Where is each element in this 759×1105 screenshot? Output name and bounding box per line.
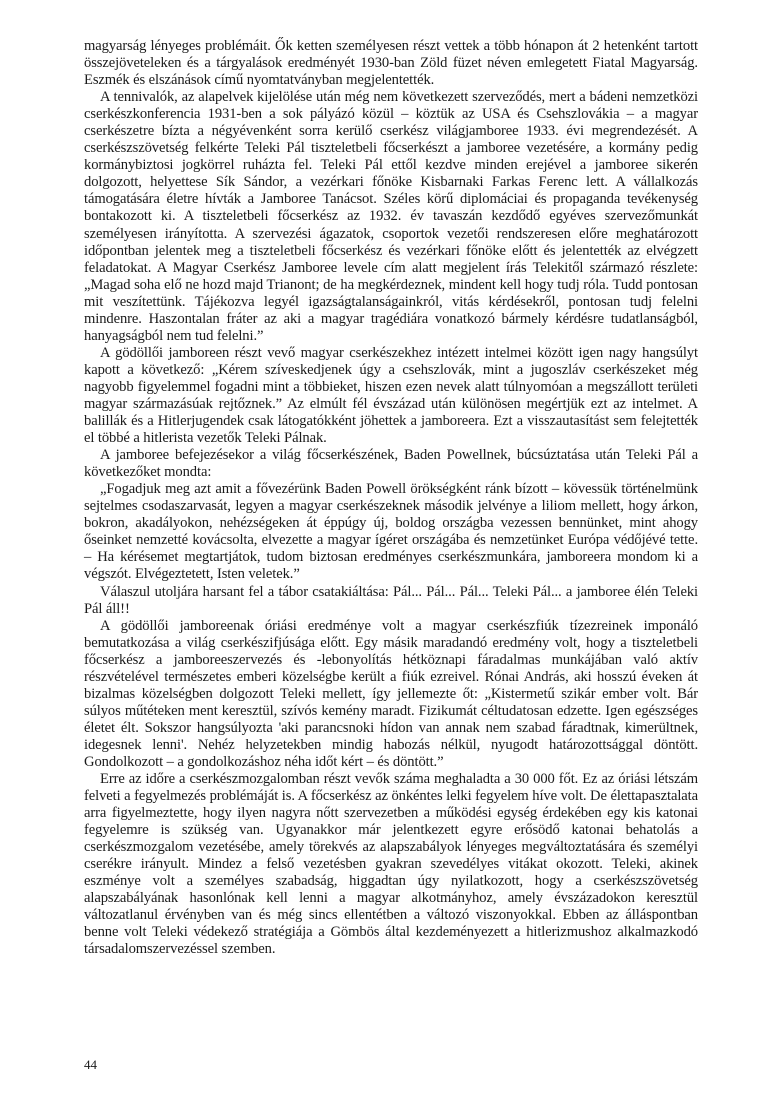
paragraph-3: A gödöllői jamboreen részt vevő magyar cserkészekhez intézett intelmei között igen nagy hangsúlyt kapott a következő: „Kérem szíveskedjenek úgy a csehszlovák, mint a jugoszláv cserkészeket még nagyobb figyelemmel fogadni mint a többieket, hiszen ezen nevek alatt túlnyomóan a megszállott területi magyar származásúak rejtőznek.” Az elmúlt fél évszázad után különösen megértjük ezt az intelmet. A balillák és a Hitlerjugendek csak látogatókként jöhettek a jamboreera. Ezt a visszautasítást sem felejtették el többé a hitlerista vezetők Teleki Pálnak. <box>84 344 698 447</box>
paragraph-7: A gödöllői jamboreenak óriási eredménye volt a magyar cserkészfiúk tízezreinek imponáló bemutatkozása a világ cserkészifjúsága előtt. Egy másik maradandó eredmény volt, hogy a tiszteletbeli főcserkész a jamboreeszervezés és -lebonyolítás hétköznapi fáradalmas munkájában való aktív részvételével természetes emberi közelségbe került a fiúk ezreivel. Rónai András, aki hosszú éveken át bizalmas közelségben dolgozott Teleki mellett, így jellemezte őt: „Kistermetű szikár ember volt. Bár súlyos műtéteken ment keresztül, szívós kemény maradt. Fizikumát céltudatosan edzette. Igen egészséges életet élt. Sokszor hangsúlyozta 'aki parancsnoki hídon van annak nem szabad fáradtnak, kimerültnek, idegesnek lenni'. Nehéz helyzetekben mindig habozás nélkül, nyugodt határozottsággal döntött. Gondolkozott – a gondolkozáshoz néha időt kért – és döntött.” <box>84 617 698 770</box>
paragraph-6: Válaszul utoljára harsant fel a tábor csatakiáltása: Pál... Pál... Pál... Teleki Pál... a jamboree élén Teleki Pál áll!! <box>84 583 698 617</box>
paragraph-8: Erre az időre a cserkészmozgalomban részt vevők száma meghaladta a 30 000 főt. Ez az óriási létszám felveti a fegyelmezés problémáját is. A főcserkész az önkéntes lelki fegyelem híve volt. De élettapasztalata arra figyelmeztette, hogy ilyen nagyra nőtt szervezetben a működési egység érdekében egy kis katonai fegyelemre is szükség van. Ugyanakkor már jelentkezett egyre erősödő katonai behatolás a cserkészmozgalom vezetésébe, amely törekvés az alapszabályok lényeges megváltoztatására és személyi cserékre irányult. Mindez a felső vezetésben gyakran szevedélyes vitákat okozott. Teleki, akinek eszménye volt a személyes szabadság, higgadtan úgy nyilatkozott, hogy a cserkészszövetség alapszabályának hasonlónak kell lenni a magyar alkotmányhoz, amely évszázadokon keresztül változatlanul érvényben van és még sincs ellentétben a változó viszonyokkal. Ebben az álláspontban benne volt Teleki védekező stratégiája a Gömbös által kezdeményezett a hitlerizmushoz alkalmazkodó társadalomszervezéssel szemben. <box>84 771 698 958</box>
paragraph-5-quote: „Fogadjuk meg azt amit a fővezérünk Baden Powell örökségként ránk bízott – kövessük történelmünk sejtelmes csodaszarvasát, legyen a magyar cserkészeknek második jelvénye a liliom mellett, hogy árkon, bokron, akadályokon, nehézségeken át éppúgy új, boldog országba vezessen bennünket, mint ahogy őseinket nemzetté kovácsolta, elvezette a magyar ígéret országába és nemzetünket Európa védőjévé tette. – Ha kérésemet megtartjátok, tudom biztosan eredményes cserkészmunkára, jamboreera mondom ki a végszót. Elvégeztetett, Isten veletek.” <box>84 481 698 583</box>
page-number: 44 <box>84 1057 97 1072</box>
paragraph-1: magyarság lényeges problémáit. Ők ketten személyesen részt vettek a több hónapon át 2 hetenként tartott összejöveteleken és a tárgyalások eredményét 1930-ban Zöld füzet néven emlegetett Fiatal Magyarság. Eszmék és elszánások című nyomtatványban megjelentették. <box>84 38 698 89</box>
paragraph-2: A tennivalók, az alapelvek kijelölése után még nem következett szerveződés, mert a bádeni nemzetközi cserkészkonferencia 1931-ben a sok pályázó közül – köztük az USA és Csehszlovákia – a magyar cserkészetre bízta a négyévenként sorra kerülő cserkész világjamboree 1933. évi megrendezését. A cserkészszövetség felkérte Teleki Pál tiszteletbeli főcserkészt a jamboree vezetésére, a kormány pedig kormánybiztosi jogkörrel ruházta fel. Teleki Pál ettől kezdve minden erejével a jamboree sikerén dolgozott, helyettese Sík Sándor, a vezérkari főnöke Kisbarnaki Farkas Ferenc lett. A vállalkozás támogatására életre hívták a Jamboree Tanácsot. Széles körű diplomáciai és propaganda tevékenység bontakozott ki. A tiszteletbeli főcserkész az 1932. év tavaszán kezdődő egyéves szervezőmunkát személyesen irányította. A szervezési ágazatok, csoportok vezetői rendszeresen előre meghatározott időpontban jelentek meg a tiszteletbeli főcserkész és vezérkari főnöke előtt és jelentették az elvégzett feladatokat. A Magyar Cserkész Jamboree levele cím alatt megjelent írás Telekitől származó részlete: „Magad soha elő ne hozd majd Trianont; de ha megkérdeznek, mindent kell hogy tudj róla. Tudd pontosan mit veszítettünk. Tájékozva legyél igazságtalanságainkról, vitás kérdésekről, pontosan tudj felelni mindenre. Haszontalan fráter az aki a magyar tragédiára vonatkozó bármely kérdésre tudatlanságból, hanyagságból nem tud felelni.” <box>84 89 698 344</box>
paragraph-4: A jamboree befejezésekor a világ főcserkészének, Baden Powellnek, búcsúztatása után Teleki Pál a következőket mondta: <box>84 447 698 481</box>
page-body <box>84 38 698 959</box>
